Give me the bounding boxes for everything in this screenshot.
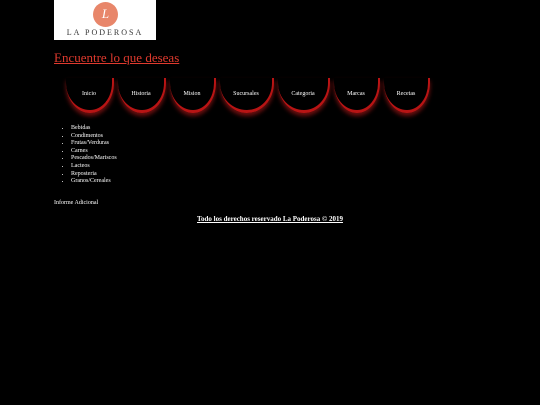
logo-text: LA PODEROSA — [66, 28, 144, 37]
nav-item-mision[interactable] — [170, 78, 216, 113]
nav-item-label: Historia — [131, 91, 151, 97]
logo[interactable] — [54, 0, 156, 40]
nav-item-marcas[interactable] — [334, 78, 380, 113]
nav-item-sucursales[interactable] — [220, 78, 274, 113]
nav-item-inicio[interactable] — [66, 78, 114, 113]
nav-item-label: Mision — [183, 91, 201, 97]
category-item-lacteos[interactable]: • Lacteos — [71, 163, 117, 171]
nav-item-recetas[interactable] — [384, 78, 430, 113]
nav-item-label: Sucursales — [233, 91, 259, 97]
nav-item-label: Categoria — [291, 91, 315, 97]
category-item-carnes[interactable]: • Carnes — [71, 148, 117, 156]
category-item-bebidas[interactable]: • Bebidas — [71, 125, 117, 133]
category-item-reposteria[interactable]: • Reposteria — [71, 171, 117, 179]
main-nav — [66, 78, 434, 112]
logo-mark: L — [101, 6, 110, 21]
category-item-granos-cereales[interactable]: • Granos/Cereales — [71, 178, 117, 186]
category-list — [54, 125, 117, 186]
footer-copyright: Todo los derechos reservado La Poderosa © 2019 — [197, 215, 343, 223]
category-item-pescados-mariscos[interactable]: • Pescados/Mariscos — [71, 155, 117, 163]
nav-item-label: Marcas — [347, 91, 365, 97]
nav-item-historia[interactable] — [118, 78, 166, 113]
informe-adicional-link[interactable]: Informe Adicional — [54, 200, 99, 206]
page-headline[interactable]: Encuentre lo que deseas — [54, 50, 180, 65]
category-item-frutas-verduras[interactable]: • Frutas/Verduras — [71, 140, 117, 148]
logo-emblem — [93, 2, 118, 27]
nav-item-label: Inicio — [82, 91, 96, 97]
category-item-condimentos[interactable]: • Condimentos — [71, 133, 117, 141]
nav-item-categoria[interactable] — [278, 78, 330, 113]
nav-item-label: Recetas — [396, 91, 416, 97]
